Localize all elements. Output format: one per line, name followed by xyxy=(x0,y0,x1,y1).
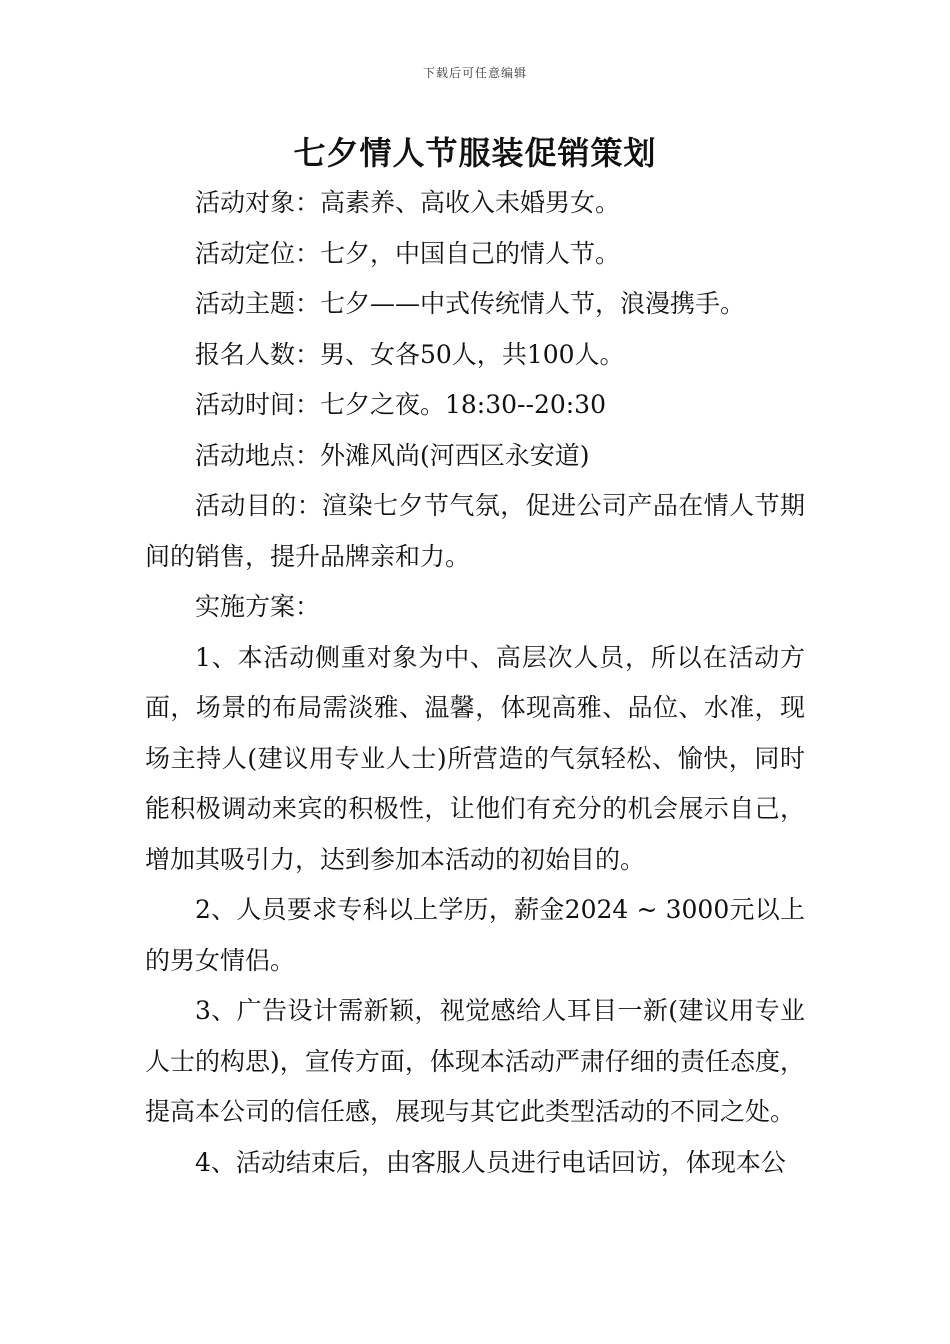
paragraph-purpose: 活动目的：渲染七夕节气氛，促进公司产品在情人节期间的销售，提升品牌亲和力。 xyxy=(145,491,805,571)
paragraph-plan-heading: 实施方案： xyxy=(195,592,321,621)
paragraph-plan-item-2: 2、人员要求专科以上学历，薪金2024 ~ 3000元以上的男女情侣。 xyxy=(145,895,805,975)
paragraph-time: 活动时间：七夕之夜。18:30--20:30 xyxy=(195,390,606,419)
paragraph-positioning: 活动定位：七夕，中国自己的情人节。 xyxy=(195,238,621,268)
paragraph-theme: 活动主题：七夕——中式传统情人节，浪漫携手。 xyxy=(195,289,746,318)
paragraph-location: 活动地点：外滩风尚(河西区永安道) xyxy=(195,440,590,470)
paragraph-plan-item-3: 3、广告设计需新颖，视觉感给人耳目一新(建议用专业人士的构思)，宣传方面，体现本活动严肃仔细的责任态度，提高本公司的信任感，展现与其它此类型活动的不同之处。 xyxy=(145,996,805,1126)
document-title: 七夕情人节服装促销策划 xyxy=(293,134,657,172)
paragraph-target-audience: 活动对象：高素养、高收入未婚男女。 xyxy=(195,188,621,217)
paragraph-plan-item-4: 4、活动结束后，由客服人员进行电话回访，体现本公 xyxy=(195,1147,786,1177)
header-note: 下载后可任意编辑 xyxy=(422,66,527,80)
paragraph-headcount: 报名人数：男、女各50人，共100人。 xyxy=(195,339,625,369)
paragraph-plan-item-1: 1、本活动侧重对象为中、高层次人员，所以在活动方面，场景的布局需淡雅、温馨，体现高雅、品位、水准，现场主持人(建议用专业人士)所营造的气氛轻松、愉快，同时能积极调动来宾的积极性，让他们有充分的机会展示自己，增加其吸引力，达到参加本活动的初始目的。 xyxy=(145,642,805,874)
document-body xyxy=(145,178,805,1188)
